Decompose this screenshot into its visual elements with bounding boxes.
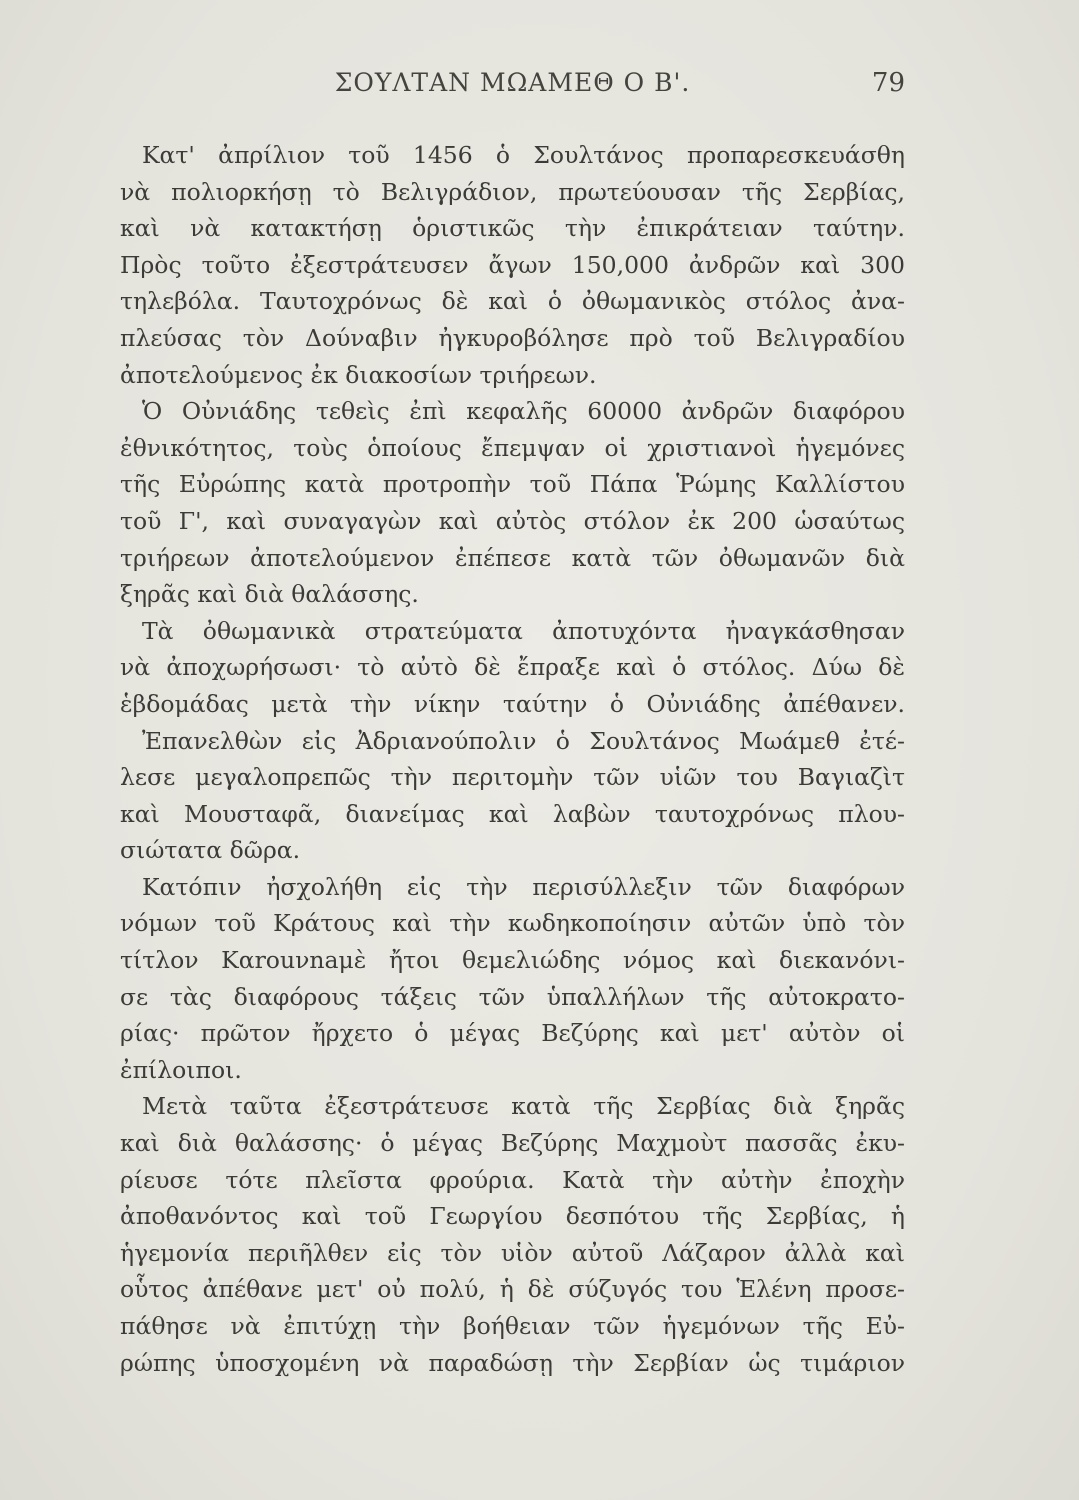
text-line: Τὰ ὀθωμανικὰ στρατεύματα ἀποτυχόντα ἠναγκάσθησαν [142,616,905,645]
text-line: καὶ Μουσταφᾶ, διανείμας καὶ λαβὼν ταυτοχρόνως πλου- [120,799,905,828]
text-line: Μετὰ ταῦτα ἐξεστράτευσε κατὰ τῆς Σερβίας διὰ ξηρᾶς [142,1092,905,1121]
text-line: οὗτος ἀπέθανε μετ' οὐ πολύ, ἡ δὲ σύζυγός του Ἑλένη προσε- [120,1275,905,1304]
text-line: τῆς Εὐρώπης κατὰ προτροπὴν τοῦ Πάπα Ῥώμης Καλλίστου [120,470,905,499]
text-line: σε τὰς διαφόρους τάξεις τῶν ὑπαλλήλων τῆς αὐτοκρατο- [120,982,905,1011]
text-line: νόμων τοῦ Κράτους καὶ τὴν κωδηκοποίησιν αὐτῶν ὑπὸ τὸν [120,909,905,938]
text-line: λεσε μεγαλοπρεπῶς τὴν περιτομὴν τῶν υἱῶν του Βαγιαζὶτ [120,763,905,792]
running-head [120,64,905,104]
text-line: ἀποθανόντος καὶ τοῦ Γεωργίου δεσπότου τῆς Σερβίας, ἡ [120,1202,905,1231]
text-line: ἀποτελούμενος ἐκ διακοσίων τριήρεων. [120,360,597,389]
text-line: ξηρᾶς καὶ διὰ θαλάσσης. [120,580,419,609]
text-line: νὰ ἀποχωρήσωσι· τὸ αὐτὸ δὲ ἔπραξε καὶ ὁ στόλος. Δύω δὲ [120,653,905,682]
text-line: τίτλον Καrouνnaμὲ ἤτοι θεμελιώδης νόμος καὶ διεκανόνι- [120,946,905,975]
text-line: ἑβδομάδας μετὰ τὴν νίκην ταύτην ὁ Οὐνιάδης ἀπέθανεν. [120,689,905,718]
text-line: καὶ νὰ κατακτήσῃ ὁριστικῶς τὴν ἐπικράτειαν ταύτην. [120,214,905,243]
text-line: πλεύσας τὸν Δούναβιν ἠγκυροβόλησε πρὸ τοῦ Βελιγραδίου [120,323,905,352]
text-line: σιώτατα δῶρα. [120,836,301,865]
text-line: τηλεβόλα. Ταυτοχρόνως δὲ καὶ ὁ ὀθωμανικὸς στόλος ἀνα- [120,287,905,316]
text-line: τοῦ Γ', καὶ συναγαγὼν καὶ αὐτὸς στόλον ἐκ 200 ὡσαύτως [120,506,905,535]
text-line: νὰ πολιορκήσῃ τὸ Βελιγράδιον, πρωτεύουσαν τῆς Σερβίας, [120,177,905,206]
text-line: ρώπης ὑποσχομένη νὰ παραδώσῃ τὴν Σερβίαν ὡς τιμάριον [120,1348,905,1377]
page-number: 79 [871,68,905,98]
running-title: ΣΟΥΛΤΑΝ ΜΩΑΜΕΘ Ο Β'. [334,68,691,97]
text-line: πάθησε νὰ ἐπιτύχῃ τὴν βοήθειαν τῶν ἡγεμόνων τῆς Εὐ- [120,1312,905,1340]
text-line: ἐθνικότητος, τοὺς ὁποίους ἔπεμψαν οἱ χριστιανοὶ ἡγεμόνες [120,433,905,462]
text-line: Πρὸς τοῦτο ἐξεστράτευσεν ἄγων 150,000 ἀνδρῶν καὶ 300 [120,250,905,279]
text-line: ρίας· πρῶτον ἤρχετο ὁ μέγας Βεζύρης καὶ μετ' αὐτὸν οἱ [120,1019,905,1048]
text-line: Ἐπανελθὼν εἰς Ἀδριανούπολιν ὁ Σουλτάνος Μωάμεθ ἐτέ- [142,726,905,755]
text-line: ἐπίλοιποι. [120,1055,242,1084]
text-line: τριήρεων ἀποτελούμενον ἐπέπεσε κατὰ τῶν ὀθωμανῶν διὰ [120,543,905,572]
text-line: Κατόπιν ἠσχολήθη εἰς τὴν περισύλλεξιν τῶν διαφόρων [142,872,905,901]
text-line: Κατ' ἀπρίλιον τοῦ 1456 ὁ Σουλτάνος προπαρεσκευάσθη [142,141,905,169]
text-line: ρίευσε τότε πλεῖστα φρούρια. Κατὰ τὴν αὐτὴν ἐποχὴν [120,1165,905,1194]
text-line: ἡγεμονία περιῆλθεν εἰς τὸν υἱὸν αὐτοῦ Λάζαρον ἀλλὰ καὶ [120,1238,905,1267]
text-line: Ὁ Οὐνιάδης τεθεὶς ἐπὶ κεφαλῆς 60000 ἀνδρῶν διαφόρου [142,397,905,426]
body-text [120,137,905,1381]
text-line: καὶ διὰ θαλάσσης· ὁ μέγας Βεζύρης Μαχμοὺτ πασσᾶς ἐκυ- [120,1129,905,1158]
